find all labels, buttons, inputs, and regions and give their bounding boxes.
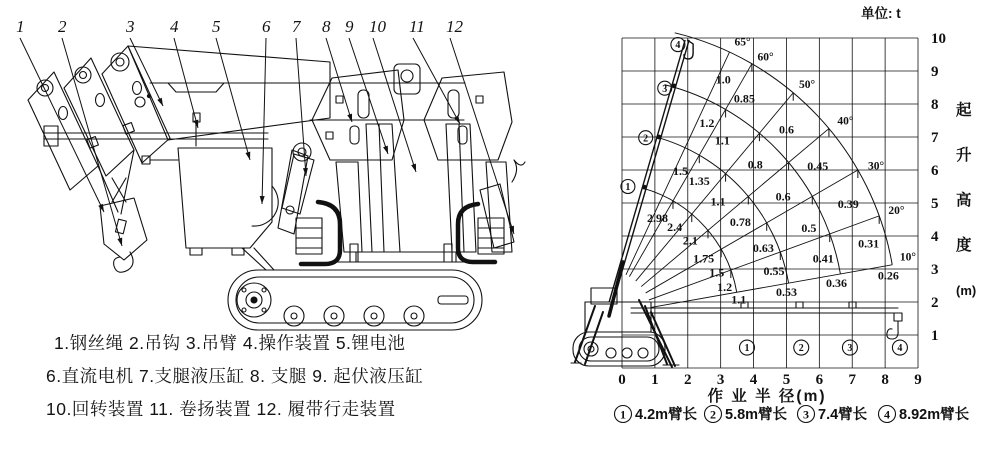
- callout-number: 11: [409, 17, 425, 36]
- svg-text:0.53: 0.53: [775, 285, 797, 300]
- svg-text:1: 1: [931, 328, 939, 344]
- svg-text:1.0: 1.0: [715, 72, 731, 87]
- svg-text:8: 8: [931, 97, 939, 113]
- load-capacity-chart: [565, 0, 1000, 450]
- svg-text:0.45: 0.45: [807, 159, 829, 173]
- idler-slot: [438, 296, 468, 304]
- svg-text:1.1: 1.1: [731, 292, 747, 307]
- legend-item-label: 4.2m臂长: [635, 407, 698, 423]
- horizontal-boom-markers: [739, 340, 907, 355]
- svg-text:2: 2: [798, 343, 804, 355]
- svg-text:30°: 30°: [868, 160, 885, 173]
- legend-item-label: 8.92m臂长: [899, 407, 970, 423]
- lifting-eye: [394, 64, 420, 94]
- svg-text:5: 5: [931, 196, 939, 212]
- svg-text:1.1: 1.1: [710, 194, 726, 209]
- callout-arrowhead: [383, 146, 388, 154]
- svg-text:1.75: 1.75: [693, 251, 715, 266]
- load-value-labels: [647, 73, 899, 307]
- svg-text:1.2: 1.2: [699, 116, 715, 131]
- svg-text:4: 4: [884, 407, 890, 422]
- svg-text:60°: 60°: [757, 51, 774, 64]
- boom-top-rail: [150, 83, 465, 120]
- callout-number: 1: [16, 17, 25, 36]
- parts-caption-line-1: 1.钢丝绳 2.吊钩 3.吊臂 4.操作装置 5.锂电池: [54, 333, 406, 353]
- svg-text:0.55: 0.55: [763, 263, 785, 278]
- svg-text:8: 8: [881, 372, 889, 388]
- callout-arrowhead: [411, 164, 416, 172]
- parts-caption-line-3: 10.回转装置 11. 卷扬装置 12. 履带行走装置: [46, 399, 396, 419]
- svg-text:2: 2: [710, 407, 716, 422]
- legend-item-label: 7.4臂长: [818, 407, 868, 423]
- callout-number: 4: [170, 17, 179, 36]
- callout-arrowhead: [157, 98, 163, 106]
- svg-text:3: 3: [662, 83, 668, 95]
- svg-text:40°: 40°: [837, 115, 854, 128]
- horizontal-boom: [631, 302, 902, 339]
- callout-number: 7: [292, 17, 301, 36]
- crawler-track: [228, 270, 482, 330]
- svg-text:1: 1: [744, 343, 750, 355]
- svg-text:1: 1: [651, 372, 659, 388]
- svg-text:1.5: 1.5: [709, 265, 725, 280]
- svg-text:1: 1: [620, 407, 626, 422]
- svg-text:2: 2: [684, 372, 692, 388]
- svg-text:10: 10: [931, 31, 946, 47]
- callout-arrowhead: [260, 196, 265, 204]
- svg-text:0.85: 0.85: [733, 91, 755, 106]
- svg-text:1.1: 1.1: [714, 133, 730, 148]
- x-axis-title: 作 业 半 径(m): [707, 388, 827, 405]
- svg-text:3: 3: [931, 262, 939, 278]
- svg-text:7: 7: [931, 130, 939, 146]
- svg-text:10°: 10°: [899, 251, 917, 264]
- svg-text:0.36: 0.36: [825, 276, 847, 291]
- svg-text:1.35: 1.35: [688, 173, 710, 188]
- svg-text:3: 3: [716, 372, 725, 388]
- svg-text:4: 4: [675, 40, 681, 52]
- svg-text:2: 2: [931, 295, 939, 311]
- battery-box: [142, 148, 278, 255]
- callout-number: 6: [262, 17, 271, 36]
- svg-text:2.98: 2.98: [647, 211, 669, 226]
- legend-item-label: 5.8m臂长: [725, 407, 788, 423]
- callout-number: 8: [322, 17, 331, 36]
- unit-label: 单位: t: [861, 6, 901, 21]
- svg-text:0.26: 0.26: [877, 268, 899, 283]
- svg-text:0.41: 0.41: [812, 251, 834, 266]
- callout-number: 3: [126, 17, 135, 36]
- svg-text:4: 4: [931, 229, 939, 245]
- callout-number: 12: [446, 17, 463, 36]
- part-callouts: [16, 17, 514, 246]
- svg-text:0.31: 0.31: [858, 236, 880, 251]
- winch-drum: [252, 186, 278, 226]
- svg-text:9: 9: [931, 64, 939, 80]
- svg-text:2: 2: [643, 133, 649, 145]
- silhouette-outriggers: [571, 300, 679, 367]
- parts-caption-line-2: 6.直流电机 7.支腿液压缸 8. 支腿 9. 起伏液压缸: [46, 366, 424, 386]
- chart-data-layer: [609, 5, 976, 423]
- y-axis-title-char: 度: [956, 237, 972, 254]
- svg-text:0.8: 0.8: [747, 157, 763, 172]
- svg-text:4: 4: [897, 343, 903, 355]
- svg-text:7: 7: [848, 372, 856, 388]
- hook-icon: [887, 329, 898, 339]
- svg-text:2.1: 2.1: [682, 233, 698, 248]
- svg-text:4: 4: [749, 372, 758, 388]
- svg-text:6: 6: [931, 163, 939, 179]
- y-axis-title-char: 升: [956, 147, 972, 164]
- svg-text:1.2: 1.2: [717, 280, 733, 295]
- svg-text:0.39: 0.39: [837, 196, 859, 211]
- svg-text:9: 9: [914, 372, 922, 388]
- svg-text:0.63: 0.63: [752, 240, 774, 255]
- svg-text:1.5: 1.5: [673, 163, 689, 178]
- svg-text:2.4: 2.4: [667, 220, 683, 235]
- callout-arrowhead: [245, 152, 250, 160]
- callout-number: 5: [212, 17, 221, 36]
- svg-text:1: 1: [625, 182, 631, 194]
- callout-number: 9: [345, 17, 354, 36]
- boom-lower-section: [44, 113, 268, 146]
- svg-text:0.6: 0.6: [778, 122, 794, 137]
- callout-number: 2: [58, 17, 67, 36]
- svg-text:6: 6: [815, 372, 824, 388]
- callout-number: 10: [369, 17, 386, 36]
- svg-text:0: 0: [618, 372, 626, 388]
- hook-block: [100, 198, 147, 272]
- angle-labels: [734, 36, 917, 266]
- cable-curl: [512, 160, 525, 182]
- outrigger-group-right: [424, 72, 525, 262]
- svg-text:65°: 65°: [734, 36, 751, 49]
- y-axis-title-char: 起: [956, 102, 972, 119]
- outrigger-cylinder-left: [282, 154, 314, 214]
- y-axis-title-char: (m): [956, 283, 977, 298]
- undercarriage-frame: [242, 244, 480, 270]
- svg-text:20°: 20°: [888, 205, 905, 218]
- crane-stowed-drawing: [28, 46, 525, 330]
- callout-arrowhead: [347, 114, 352, 122]
- y-axis-title-char: 高: [956, 192, 972, 209]
- svg-text:3: 3: [803, 407, 809, 422]
- svg-text:3: 3: [847, 343, 853, 355]
- svg-text:0.6: 0.6: [775, 189, 791, 204]
- svg-text:5: 5: [782, 372, 791, 388]
- svg-text:0.5: 0.5: [801, 221, 817, 236]
- boom-length-legend: [615, 405, 970, 423]
- callout-arrowhead: [117, 238, 122, 246]
- svg-text:0.78: 0.78: [729, 215, 751, 230]
- svg-text:50°: 50°: [798, 79, 816, 92]
